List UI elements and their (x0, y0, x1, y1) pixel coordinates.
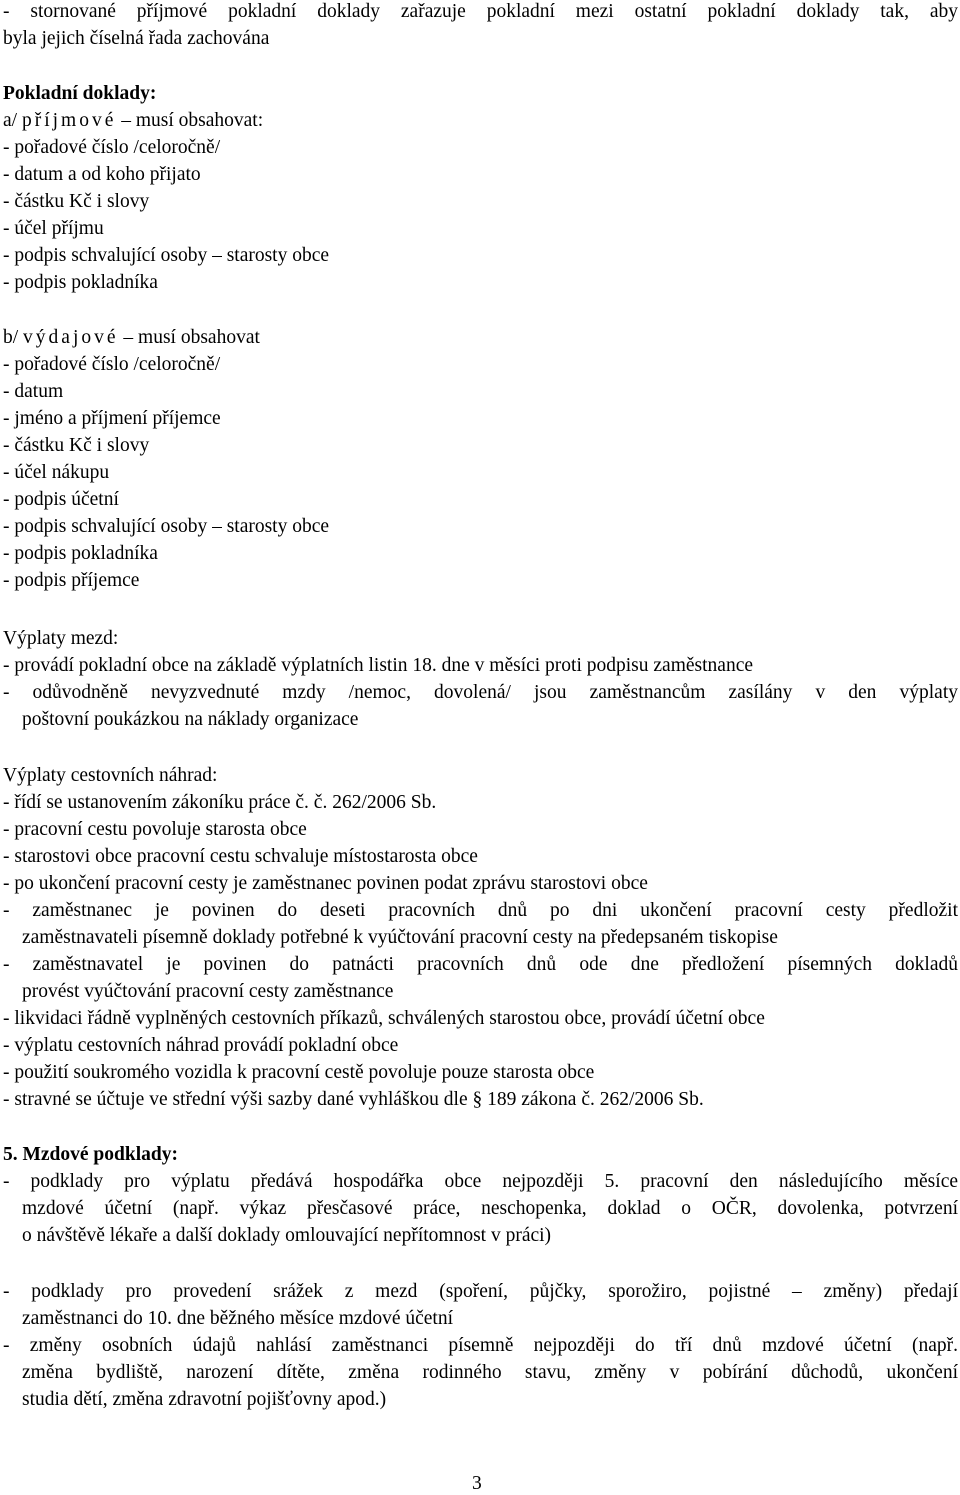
prijmove-item: - podpis schvalující osoby – starosty obce (3, 245, 330, 266)
mzdove-item-cont: změna bydliště, narození dítěte, změna rodinného stavu, změny v pobírání důchodů, ukončení (22, 1362, 958, 1383)
cestovni-nahrady-heading: Výplaty cestovních náhrad: (3, 765, 218, 786)
vydajove-rest: – musí obsahovat (118, 327, 260, 348)
vydajove-item: - účel nákupu (3, 462, 110, 483)
prijmove-prefix: a/ (3, 110, 22, 131)
prijmove-item: - účel příjmu (3, 218, 104, 239)
cestovni-item: - po ukončení pracovní cesty je zaměstnanec povinen podat zprávu starostovi obce (3, 873, 648, 894)
mzdove-podklady-heading: 5. Mzdové podklady: (3, 1144, 178, 1165)
mzdove-item: - podklady pro výplatu předává hospodářka obce nejpozději 5. pracovní den následujícího měsíce (3, 1171, 958, 1192)
prijmove-spaced: příjmové (21, 110, 117, 131)
cestovni-item: - výplatu cestovních náhrad provádí pokladní obce (3, 1035, 399, 1056)
vydajove-item: - částku Kč i slovy (3, 435, 150, 456)
mzdove-item-cont: mzdové účetní (např. výkaz přesčasové práce, neschopenka, doklad o OČR, dovolenka, potvrzení (22, 1198, 958, 1219)
pokladni-doklady-heading: Pokladní doklady: (3, 83, 157, 104)
intro-line-1: - stornované příjmové pokladní doklady zařazuje pokladní mezi ostatní pokladní doklady tak, aby (3, 1, 958, 22)
vydajove-item: - datum (3, 381, 64, 402)
prijmove-heading (3, 109, 263, 132)
cestovni-item: - pracovní cestu povoluje starosta obce (3, 819, 307, 840)
vyplaty-mezd-item-cont: poštovní poukázkou na náklady organizace (22, 709, 359, 730)
vydajove-item: - podpis příjemce (3, 570, 140, 591)
cestovni-item: - starostovi obce pracovní cestu schvaluje místostarosta obce (3, 846, 478, 867)
vydajove-item: - jméno a příjmení příjemce (3, 408, 221, 429)
cestovni-item: - stravné se účtuje ve střední výši sazby dané vyhláškou dle § 189 zákona č. 262/2006 Sb. (3, 1089, 704, 1110)
vydajove-item: - podpis schvalující osoby – starosty obce (3, 516, 330, 537)
intro-line-2: byla jejich číselná řada zachována (3, 28, 270, 49)
prijmove-item: - datum a od koho přijato (3, 164, 201, 185)
vydajove-item: - podpis účetní (3, 489, 119, 510)
cestovni-item: - použití soukromého vozidla k pracovní cestě povoluje pouze starosta obce (3, 1062, 595, 1083)
mzdove-item: - podklady pro provedení srážek z mezd (spoření, půjčky, sporožiro, pojistné – změny) předají (3, 1281, 958, 1302)
page-number: 3 (472, 1473, 482, 1494)
vydajove-spaced: výdajové (23, 327, 119, 348)
cestovni-item: - řídí se ustanovením zákoníku práce č. č. 262/2006 Sb. (3, 792, 437, 813)
mzdove-item-cont: studia dětí, změna zdravotní pojišťovny apod.) (22, 1389, 387, 1410)
vyplaty-mezd-heading: Výplaty mezd: (3, 628, 119, 649)
prijmove-item: - podpis pokladníka (3, 272, 158, 293)
prijmove-item: - pořadové číslo /celoročně/ (3, 137, 221, 158)
cestovni-item-cont: provést vyúčtování pracovní cesty zaměstnance (22, 981, 394, 1002)
mzdove-item-cont: zaměstnanci do 10. dne běžného měsíce mzdové účetní (22, 1308, 453, 1329)
vydajove-prefix: b/ (3, 327, 24, 348)
prijmove-item: - částku Kč i slovy (3, 191, 150, 212)
mzdove-item: - změny osobních údajů nahlásí zaměstnanci písemně nejpozději do tří dnů mzdové účetní (např. (3, 1335, 958, 1356)
vyplaty-mezd-item: - provádí pokladní obce na základě výplatních listin 18. dne v měsíci proti podpisu zaměstnance (3, 655, 753, 676)
vydajove-item: - podpis pokladníka (3, 543, 158, 564)
cestovni-item: - zaměstnavatel je povinen do patnácti pracovních dnů ode dne předložení písemných dokladů (3, 954, 958, 975)
cestovni-item: - likvidaci řádně vyplněných cestovních příkazů, schválených starostou obce, provádí účetní obce (3, 1008, 765, 1029)
vydajove-item: - pořadové číslo /celoročně/ (3, 354, 221, 375)
prijmove-rest: – musí obsahovat: (116, 110, 264, 131)
cestovni-item-cont: zaměstnavateli písemně doklady potřebné k vyúčtování pracovní cesty na předepsaném tiskopise (22, 927, 778, 948)
vydajove-heading (3, 326, 260, 349)
cestovni-item: - zaměstnanec je povinen do deseti pracovních dnů po dni ukončení pracovní cesty předložit (3, 900, 958, 921)
vyplaty-mezd-item: - odůvodněně nevyzvednuté mzdy /nemoc, dovolená/ jsou zaměstnancům zasílány v den výplaty (3, 682, 958, 703)
mzdove-item-cont: o návštěvě lékaře a další doklady omlouvající nepřítomnost v práci) (22, 1225, 552, 1246)
